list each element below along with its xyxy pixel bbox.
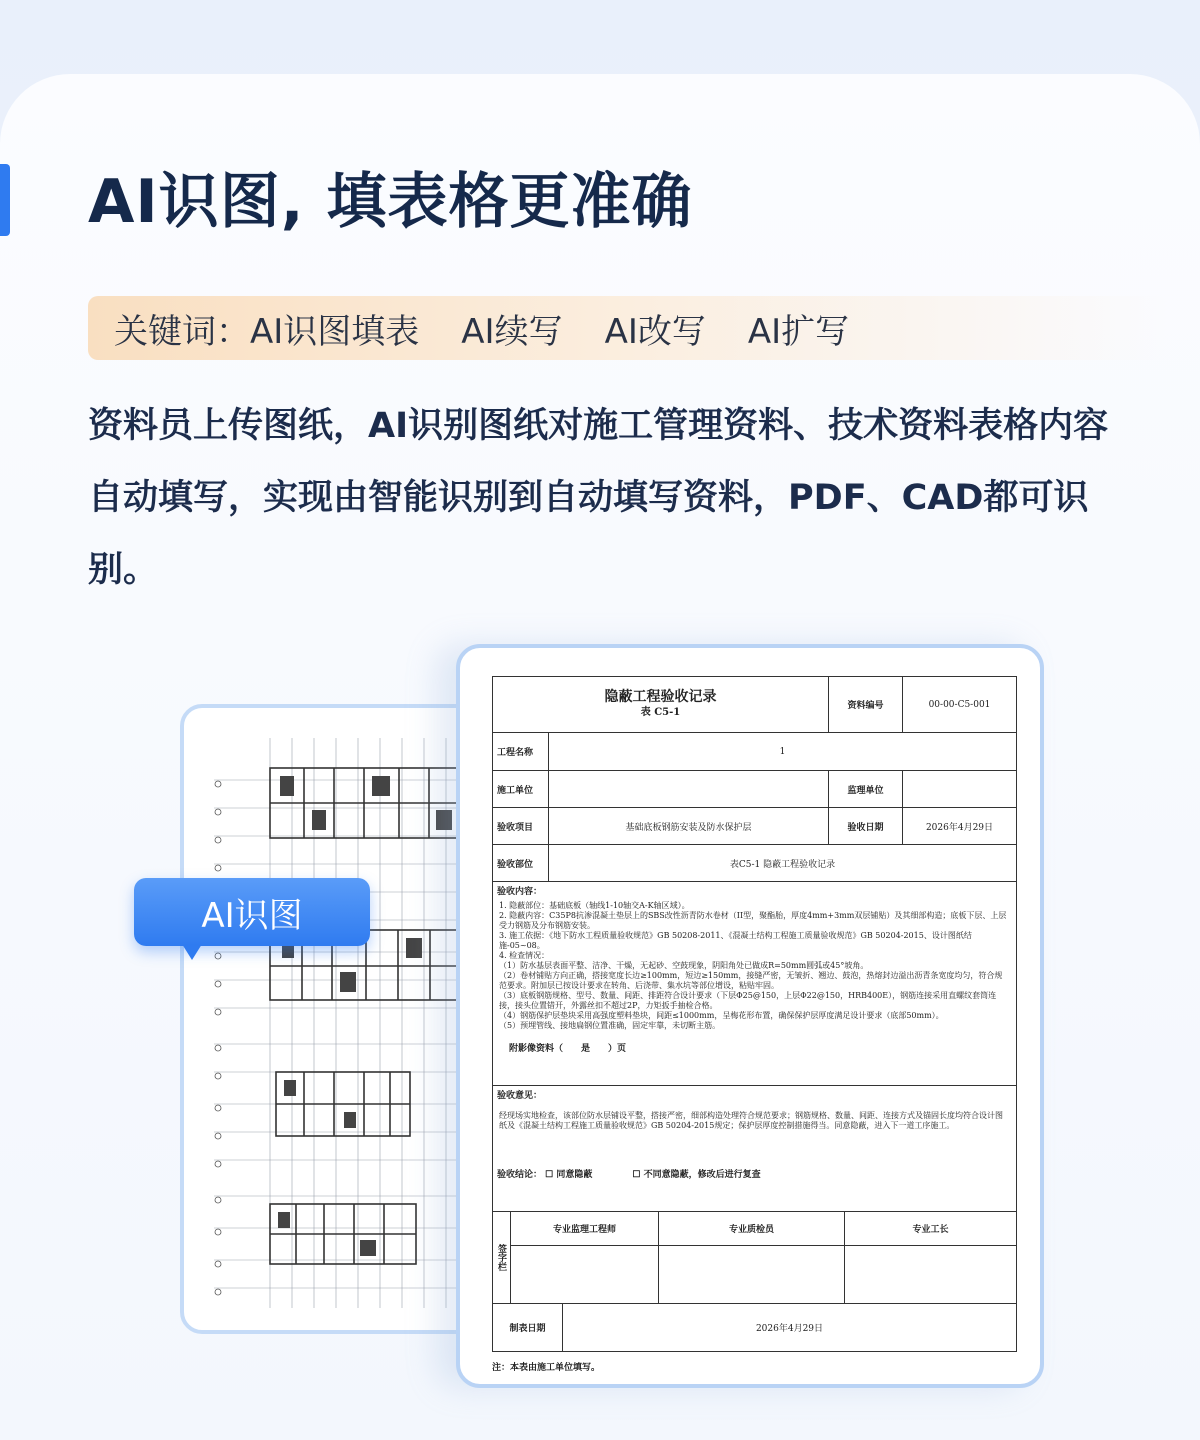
form-subtitle: 表 C5-1 — [640, 706, 681, 718]
content-line: （2）卷材铺贴方向正确，搭接宽度长边≥100mm，短边≥150mm，接缝严密，无皱折、翘边、鼓泡，热熔封边溢出沥青条宽度均匀，符合规范要求。附加层已按设计要求在转角、后浇带、集水坑等部位增设，粘贴牢固。 — [499, 971, 1003, 990]
doc-no-label: 资料编号 — [829, 677, 903, 733]
date-label: 验收日期 — [829, 808, 903, 845]
content-label: 验收内容： — [497, 887, 543, 897]
disagree-label: 不同意隐蔽，修改后进行复查 — [643, 1170, 761, 1180]
form-footnote: 注：本表由施工单位填写。 — [492, 1363, 601, 1373]
contractor-value — [549, 771, 829, 808]
conclusion-label: 验收结论： — [497, 1170, 543, 1180]
description: 资料员上传图纸，AI识别图纸对施工管理资料、技术资料表格内容自动填写，实现由智能识别到自动填写资料，PDF、CAD都可识别。 — [88, 406, 1109, 590]
supervisor-label: 监理单位 — [829, 771, 903, 808]
page-title: AI识图, 填表格更准确 — [88, 167, 693, 237]
sign-label: 签字栏 — [493, 1212, 511, 1304]
cad-drawing-image — [184, 708, 480, 1334]
acceptance-form-card — [456, 644, 1044, 1388]
keyword-item: AI扩写 — [747, 311, 850, 352]
content-line: 1. 隐蔽部位：基础底板（轴线1-10轴交A-K轴区域）。 — [499, 901, 690, 910]
item-label: 验收项目 — [493, 808, 549, 845]
hidden-work-acceptance-form — [492, 676, 1016, 1373]
form-title: 隐蔽工程验收记录 — [604, 688, 717, 705]
keywords-bar — [88, 296, 1168, 360]
sign-cell[interactable] — [659, 1246, 845, 1304]
project-name-label: 工程名称 — [493, 733, 549, 771]
opinion-cell — [493, 1086, 1017, 1212]
keywords-label: 关键词： — [114, 311, 250, 352]
content-text — [497, 897, 1012, 1035]
disagree-checkbox[interactable]: ☐ — [632, 1170, 641, 1180]
sign-cell[interactable] — [511, 1246, 659, 1304]
accent-bar — [0, 164, 10, 236]
sign-col-inspector: 专业质检员 — [659, 1212, 845, 1246]
made-date-value: 2026年4月29日 — [563, 1304, 1017, 1352]
conclusion-row — [497, 1167, 1012, 1180]
made-date-label: 制表日期 — [493, 1304, 563, 1352]
content-line: （4）钢筋保护层垫块采用高强度塑料垫块，间距≤1000mm，呈梅花形布置，确保保护层厚度满足设计要求（底部50mm）。 — [499, 1011, 944, 1020]
date-value: 2026年4月29日 — [903, 808, 1017, 845]
content-cell — [493, 882, 1017, 1086]
ai-recognition-badge — [134, 878, 370, 946]
part-value: 表C5-1 隐蔽工程验收记录 — [549, 845, 1017, 882]
keyword-item: AI续写 — [461, 311, 563, 352]
keyword-item: AI改写 — [604, 311, 706, 352]
sign-col-supervisor: 专业监理工程师 — [511, 1212, 659, 1246]
disagree-group — [632, 1167, 760, 1180]
attachment-line: 附影像资料（ 是 ）页 — [509, 1044, 627, 1054]
content-line: 2. 隐蔽内容：C35P8抗渗混凝土垫层上的SBS改性沥青防水卷材（II型，聚酯胎，厚度4mm+3mm双层铺贴）及其细部构造；底板下层、上层受力钢筋及分布钢筋安装。 — [499, 911, 1007, 930]
content-line: （1）防水基层表面平整、洁净、干燥，无起砂、空鼓现象，阴阳角处已做成R=50mm圆弧或45°坡角。 — [499, 961, 869, 970]
contractor-label: 施工单位 — [493, 771, 549, 808]
project-name-value: 1 — [549, 733, 1017, 771]
agree-checkbox[interactable]: ☐ — [545, 1170, 554, 1180]
cad-drawing-preview — [180, 704, 480, 1334]
part-label: 验收部位 — [493, 845, 549, 882]
content-line: 4. 检查情况： — [499, 951, 550, 960]
opinion-text: 经现场实地检查，该部位防水层铺设平整，搭接严密，细部构造处理符合规范要求；钢筋规格、数量、间距、连接方式及锚固长度均符合设计图纸及《混凝土结构工程施工质量验收规范》GB 50204-2015规定；保护层厚度控制措施得当。同意隐蔽，进入下一道工序施工。 — [499, 1111, 1003, 1130]
item-value: 基础底板钢筋安装及防水保护层 — [549, 808, 829, 845]
supervisor-value — [903, 771, 1017, 808]
conclusion-label-group — [497, 1167, 592, 1180]
agree-label: 同意隐蔽 — [556, 1170, 593, 1180]
sign-col-foreman: 专业工长 — [845, 1212, 1017, 1246]
doc-no-value: 00-00-C5-001 — [903, 677, 1017, 733]
sign-cell[interactable] — [845, 1246, 1017, 1304]
keyword-item: AI识图填表 — [250, 311, 420, 352]
opinion-label: 验收意见： — [497, 1091, 543, 1101]
ai-badge-label: AI识图 — [201, 895, 303, 936]
form-title-cell — [493, 677, 829, 733]
content-line: （5）预埋管线、接地扁钢位置准确，固定牢靠，未切断主筋。 — [499, 1021, 721, 1030]
content-line: 3. 施工依据：《地下防水工程质量验收规范》GB 50208-2011、《混凝土结构工程施工质量验收规范》GB 50204-2015、设计图纸结施-05~08。 — [499, 931, 972, 950]
content-line: （3）底板钢筋规格、型号、数量、间距、排距符合设计要求（下层Φ25@150，上层Φ22@150，HRB400E），钢筋连接采用直螺纹套筒连接，接头位置错开，外露丝扣不超过2P，力矩扳手抽检合格。 — [499, 991, 997, 1010]
